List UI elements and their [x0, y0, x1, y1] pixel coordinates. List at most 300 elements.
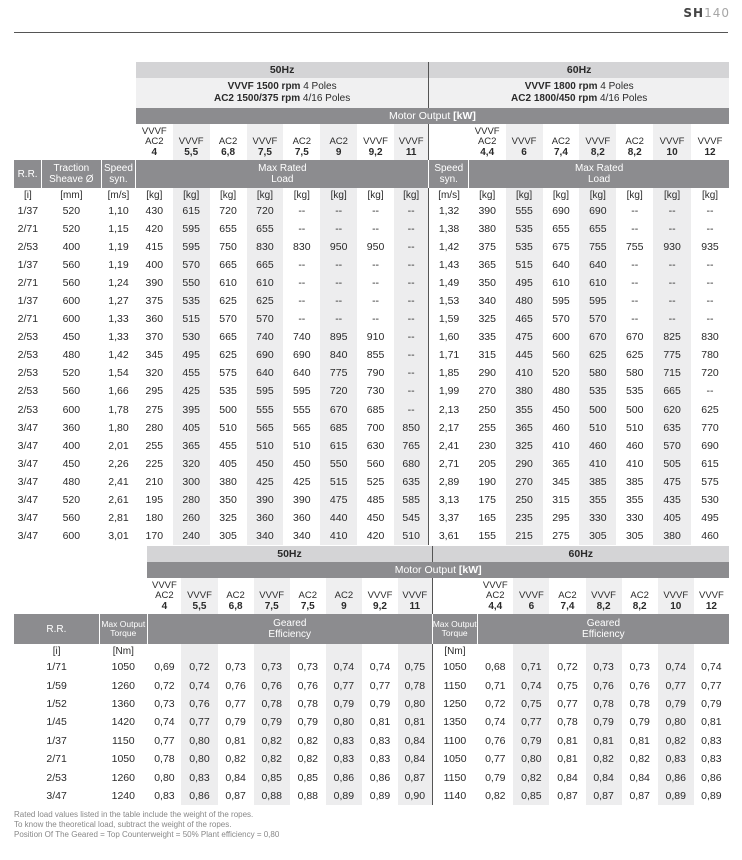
- cell-load50: 950: [366, 241, 385, 254]
- cell-load50: 360: [247, 509, 284, 527]
- cell-load50: 280: [145, 421, 164, 434]
- spacer: [429, 124, 469, 160]
- cell-load60: 570: [552, 313, 570, 326]
- cell-eff50: 0,81: [398, 713, 432, 731]
- cell-eff60: 0,79: [658, 695, 694, 713]
- cell-load60: 625: [579, 346, 616, 364]
- cell-load60: 450: [552, 403, 570, 416]
- cell-load60: 500: [579, 401, 616, 419]
- cell-eff50: 0,86: [326, 768, 362, 786]
- motor-kw: 9: [335, 146, 342, 158]
- motor-column-header: [136, 124, 173, 160]
- cell-eff50: 0,87: [225, 789, 246, 802]
- cell-eff50: 0,73: [225, 661, 246, 674]
- cell-load50: 850: [394, 419, 429, 437]
- cell-load50: 450: [366, 511, 385, 524]
- cell-rr: 3/47: [46, 789, 67, 802]
- cell-load50: 525: [366, 475, 385, 488]
- cell-load50: 455: [219, 439, 237, 452]
- cell-eff50: 0,81: [369, 716, 391, 729]
- cell-load60: 235: [506, 509, 543, 527]
- cell-load60: 475: [506, 328, 543, 346]
- cell-load50: --: [298, 205, 306, 218]
- cell-rr: 3/47: [17, 511, 39, 524]
- cell-load60: 560: [552, 349, 570, 362]
- cell-load50: 625: [247, 292, 284, 310]
- cell-eff50: 0,74: [154, 716, 175, 729]
- unit-kg: [kg]: [146, 189, 163, 201]
- cell-load50: 625: [219, 295, 237, 308]
- cell-eff60: 0,77: [557, 697, 578, 710]
- cell-speed60: 3,61: [429, 527, 469, 545]
- cell-load50: 625: [219, 349, 237, 362]
- cell-load50: 375: [145, 295, 164, 308]
- cell-eff50: 0,78: [154, 753, 175, 766]
- motor-column-header: [658, 578, 694, 614]
- cell-load50: --: [298, 313, 306, 326]
- cell-eff50: 0,87: [398, 768, 432, 786]
- cell-load50: 495: [173, 346, 210, 364]
- cell-load50: 450: [293, 457, 311, 470]
- cell-load60: --: [653, 256, 691, 274]
- table-row: [14, 382, 729, 400]
- cell-speed50: 1,42: [108, 349, 129, 362]
- cell-eff60: 0,71: [513, 658, 549, 676]
- cell-load60: 580: [625, 367, 644, 380]
- cell-load50: 510: [247, 437, 284, 455]
- cell-eff50: 0,73: [297, 661, 318, 674]
- motor-type: VVVF: [363, 136, 388, 147]
- motor-type: AC2: [558, 590, 577, 601]
- cell-load50: 545: [394, 509, 429, 527]
- cell-sheave: 600: [62, 295, 81, 308]
- cell-torque60: 1100: [432, 732, 477, 750]
- header-rule: [14, 32, 728, 33]
- motor-column-header: [290, 578, 326, 614]
- cell-eff60: 0,74: [485, 716, 506, 729]
- cell-torque50: 1260: [111, 771, 135, 784]
- motor-type: VVVF: [663, 590, 689, 601]
- motor-column-header: [210, 124, 247, 160]
- cell-load60: --: [706, 205, 714, 218]
- cell-load60: 385: [625, 475, 644, 488]
- cell-load50: 740: [247, 328, 284, 346]
- cell-speed50: 3,01: [108, 529, 129, 542]
- table-row: [14, 473, 729, 491]
- cell-load50: --: [320, 220, 357, 238]
- cell-eff60: 0,74: [701, 661, 722, 674]
- cell-speed60: 1,32: [429, 202, 469, 220]
- cell-load50: 395: [173, 401, 210, 419]
- motor-type: AC2: [329, 136, 348, 147]
- cell-load50: 405: [173, 419, 210, 437]
- cell-load50: --: [394, 310, 429, 328]
- cell-rr: 3/47: [17, 457, 39, 470]
- cell-speed60: 1,59: [429, 310, 469, 328]
- cell-load50: --: [320, 256, 357, 274]
- cell-speed50: 1,33: [108, 331, 129, 344]
- cell-speed50: 1,66: [108, 385, 129, 398]
- cell-load50: 700: [366, 421, 385, 434]
- cell-load50: 595: [247, 382, 284, 400]
- cell-eff60: 0,76: [629, 679, 650, 692]
- cell-rr: 1/45: [46, 716, 67, 729]
- cell-load60: 535: [506, 238, 543, 256]
- cell-torque60: 1050: [432, 658, 477, 676]
- cell-load60: 770: [701, 421, 719, 434]
- cell-load50: 635: [394, 473, 429, 491]
- cell-load50: 360: [145, 313, 164, 326]
- cell-speed50: 1,19: [108, 241, 129, 254]
- cell-speed50: 1,27: [108, 295, 129, 308]
- cell-sheave: 560: [62, 385, 81, 398]
- motor-kw: 9,2: [373, 600, 387, 612]
- cell-speed50: 2,01: [108, 439, 129, 452]
- cell-load60: 410: [579, 455, 616, 473]
- cell-load60: 665: [653, 382, 691, 400]
- cell-eff60: 0,80: [658, 713, 694, 731]
- cell-eff60: 0,83: [701, 753, 722, 766]
- cell-eff50: 0,78: [398, 676, 432, 694]
- cell-eff50: 0,77: [225, 697, 246, 710]
- cell-rr: 1/71: [46, 661, 67, 674]
- motor-kw: 4,4: [480, 146, 495, 158]
- motor-kw: 4: [151, 146, 158, 158]
- motor-type: VVVF: [178, 136, 204, 147]
- cell-load60: 755: [579, 238, 616, 256]
- cell-load60: 555: [506, 202, 543, 220]
- cell-load60: 305: [579, 527, 616, 545]
- cell-rr: 2/53: [17, 385, 39, 398]
- cell-load50: 685: [320, 419, 357, 437]
- cell-load50: 550: [173, 274, 210, 292]
- cell-eff60: 0,80: [513, 750, 549, 768]
- table-row: [14, 527, 729, 545]
- cell-torque50: 1050: [111, 661, 135, 674]
- brand-logo: SH140: [683, 6, 730, 20]
- cell-rr: 1/37: [17, 205, 39, 218]
- cell-load50: 275: [145, 403, 164, 416]
- cell-load50: 720: [320, 382, 357, 400]
- cell-load50: 830: [247, 238, 284, 256]
- unit-kg: [kg]: [367, 189, 384, 201]
- cell-rr: 3/47: [17, 421, 39, 434]
- cell-load50: 550: [320, 455, 357, 473]
- unit-kg: [kg]: [173, 188, 210, 202]
- table-row: [14, 768, 729, 786]
- cell-load50: 300: [173, 473, 210, 491]
- motor-column-header: [283, 124, 320, 160]
- cell-eff50: 0,88: [297, 789, 318, 802]
- eff60-header: Geared Efficiency: [477, 614, 729, 644]
- cell-load50: 535: [219, 385, 237, 398]
- cell-rr: 2/71: [17, 223, 39, 236]
- cell-load60: 570: [579, 310, 616, 328]
- cell-eff60: 0,82: [485, 789, 506, 802]
- table-row: [14, 238, 729, 256]
- motor-type: VVVF: [402, 590, 428, 601]
- cell-speed60: 1,99: [429, 382, 469, 400]
- unit-blank: [549, 644, 585, 658]
- cell-load50: --: [394, 238, 429, 256]
- cell-eff50: 0,83: [369, 734, 391, 747]
- cell-load50: 195: [145, 493, 164, 506]
- table-row: [14, 695, 729, 713]
- unit-speed: [m/s]: [429, 188, 469, 202]
- cell-load50: 575: [219, 367, 237, 380]
- cell-load60: 275: [552, 529, 570, 542]
- unit-kg: [kg]: [653, 188, 691, 202]
- cell-load60: 385: [579, 473, 616, 491]
- motor-kw: 6: [528, 600, 535, 612]
- cell-load60: 330: [579, 509, 616, 527]
- cell-eff60: 0,75: [513, 695, 549, 713]
- cell-eff60: 0,74: [513, 676, 549, 694]
- cell-load60: 325: [506, 437, 543, 455]
- cell-load50: 670: [320, 401, 357, 419]
- cell-load50: 325: [219, 511, 237, 524]
- cell-load50: 425: [247, 473, 284, 491]
- motor-type: AC2: [625, 136, 644, 147]
- cell-load50: 720: [247, 202, 284, 220]
- cell-eff50: 0,77: [154, 734, 175, 747]
- motor-column-header: [254, 578, 290, 614]
- cell-eff50: 0,82: [297, 753, 318, 766]
- cell-eff60: 0,79: [485, 771, 506, 784]
- cell-load60: 670: [579, 328, 616, 346]
- cell-eff50: 0,76: [225, 679, 246, 692]
- cell-eff50: 0,84: [398, 732, 432, 750]
- motor-kw: 9: [341, 600, 347, 612]
- cell-load60: 380: [506, 382, 543, 400]
- cell-load50: --: [372, 277, 380, 290]
- cell-load50: 530: [173, 328, 210, 346]
- motor-type: VVVF: [698, 590, 724, 601]
- cell-load60: 780: [701, 349, 719, 362]
- cell-eff60: 0,78: [629, 697, 650, 710]
- cell-load50: 895: [320, 328, 357, 346]
- unit-blank: [586, 644, 622, 658]
- cell-eff50: 0,82: [225, 753, 246, 766]
- cell-eff50: 0,77: [326, 676, 362, 694]
- motor-type: VVVF AC2: [141, 125, 167, 147]
- cell-load50: --: [394, 328, 429, 346]
- cell-load50: --: [320, 292, 357, 310]
- cell-load60: 290: [478, 367, 496, 380]
- motor-column-header: [586, 578, 622, 614]
- cell-load50: 655: [247, 220, 284, 238]
- cell-eff50: 0,80: [398, 695, 432, 713]
- cell-load60: 655: [552, 223, 570, 236]
- cell-load60: 445: [506, 346, 543, 364]
- motor-column-header: [579, 124, 616, 160]
- cell-torque60: 1250: [432, 695, 477, 713]
- motor-kw: 11: [405, 146, 417, 158]
- cell-load50: --: [298, 295, 306, 308]
- max-load50-header: Max Rated Load: [136, 160, 429, 188]
- motor-type: VVVF: [252, 136, 278, 147]
- motor-kw: 9,2: [368, 146, 383, 158]
- motor-type: VVVF: [259, 590, 285, 601]
- cell-eff60: 0,79: [701, 697, 722, 710]
- cell-eff50: 0,73: [154, 697, 175, 710]
- cell-load50: 360: [293, 511, 311, 524]
- motor-type: VVVF: [187, 590, 212, 601]
- cell-speed50: 1,33: [108, 313, 129, 326]
- cell-load50: 405: [219, 457, 237, 470]
- cell-eff60: 0,84: [586, 768, 622, 786]
- table-row: [14, 274, 729, 292]
- cell-load50: 410: [320, 527, 357, 545]
- motor-column-header: [326, 578, 362, 614]
- spacer: [14, 578, 147, 614]
- table-row: [14, 220, 729, 238]
- cell-load50: --: [298, 277, 306, 290]
- cell-load60: 355: [625, 493, 644, 506]
- table-row: [14, 676, 729, 694]
- motor-type: AC2: [298, 590, 318, 601]
- cell-speed50: 1,19: [108, 259, 129, 272]
- cell-rr: 3/47: [17, 529, 39, 542]
- cell-load60: 530: [701, 493, 719, 506]
- eff-hz60-header: 60Hz: [432, 546, 729, 562]
- motor-type: AC2: [334, 590, 354, 601]
- cell-load60: 495: [506, 274, 543, 292]
- table-row: [14, 310, 729, 328]
- motor-kw: 5,5: [192, 600, 207, 612]
- table-row: [14, 401, 729, 419]
- motor-type: AC2: [226, 590, 245, 601]
- cell-load50: 280: [173, 491, 210, 509]
- cell-load60: --: [653, 292, 691, 310]
- motor-column-header: [506, 124, 543, 160]
- cell-load50: 180: [145, 511, 164, 524]
- cell-load50: --: [394, 382, 429, 400]
- cell-eff50: 0,83: [326, 750, 362, 768]
- cell-eff50: 0,77: [181, 713, 217, 731]
- cell-load60: 610: [552, 277, 570, 290]
- cell-rr: 1/52: [46, 697, 67, 710]
- cell-load60: 615: [701, 457, 719, 470]
- cell-speed50: 1,78: [108, 403, 129, 416]
- cell-load60: 295: [552, 511, 570, 524]
- spacer: [14, 124, 136, 160]
- cell-load60: 500: [625, 403, 644, 416]
- cell-load60: --: [706, 313, 714, 326]
- motor-kw: 7,5: [294, 146, 309, 158]
- cell-load60: 480: [506, 292, 543, 310]
- table-row: [14, 455, 729, 473]
- unit-kg: [kg]: [293, 189, 310, 201]
- hz50-header: 50Hz: [136, 62, 429, 78]
- cell-load50: 640: [293, 367, 311, 380]
- cell-load50: 425: [173, 382, 210, 400]
- cell-eff50: 0,74: [369, 661, 391, 674]
- cell-load60: 350: [478, 277, 496, 290]
- cell-load50: 665: [219, 259, 237, 272]
- cell-load60: 690: [701, 439, 719, 452]
- cell-load60: 375: [478, 241, 496, 254]
- drive60-spec: VVVF 1800 rpm 4 Poles AC2 1800/450 rpm 4/16 Poles: [429, 78, 729, 108]
- cell-speed60: 1,42: [429, 238, 469, 256]
- cell-load60: 930: [653, 238, 691, 256]
- cell-load60: 250: [506, 491, 543, 509]
- cell-rr: 2/71: [46, 753, 67, 766]
- motor-column-header: [147, 578, 181, 614]
- cell-load50: 485: [366, 493, 385, 506]
- cell-eff60: 0,82: [586, 750, 622, 768]
- cell-sheave: 480: [62, 349, 81, 362]
- cell-load60: 495: [701, 511, 719, 524]
- unit-blank: [477, 644, 513, 658]
- cell-load60: 165: [478, 511, 496, 524]
- motor-type: VVVF: [398, 136, 424, 147]
- cell-eff60: 0,86: [701, 771, 722, 784]
- cell-rr: 3/47: [17, 493, 39, 506]
- cell-load60: 505: [653, 455, 691, 473]
- cell-speed60: 3,37: [429, 509, 469, 527]
- unit-blank: [513, 644, 549, 658]
- cell-load50: 380: [219, 475, 237, 488]
- table-row: [14, 509, 729, 527]
- cell-load60: 355: [579, 491, 616, 509]
- unit-blank: [658, 644, 694, 658]
- cell-eff60: 0,73: [586, 658, 622, 676]
- cell-load60: 340: [478, 295, 496, 308]
- cell-eff60: 0,75: [557, 679, 578, 692]
- cell-load50: 750: [219, 241, 237, 254]
- unit-blank: [326, 644, 362, 658]
- cell-load60: 460: [625, 439, 644, 452]
- cell-load60: --: [631, 205, 639, 218]
- unit-kg: [kg]: [552, 189, 570, 201]
- motor-column-header: [691, 124, 729, 160]
- cell-eff50: 0,72: [181, 658, 217, 676]
- cell-load50: 690: [293, 349, 311, 362]
- cell-eff50: 0,85: [297, 771, 318, 784]
- motor-column-header: [394, 124, 429, 160]
- cell-torque50: 1420: [111, 716, 135, 729]
- cell-load60: --: [653, 310, 691, 328]
- cell-eff50: 0,75: [398, 658, 432, 676]
- motor-output-header: Motor Output [kW]: [136, 108, 729, 124]
- cell-load60: 600: [552, 331, 570, 344]
- eff-motor-output-header: Motor Output [kW]: [147, 562, 729, 578]
- motor-column-header: [694, 578, 729, 614]
- footnote: Rated load values listed in the table include the weight of the ropes.: [14, 810, 254, 819]
- cell-load60: --: [631, 313, 639, 326]
- cell-eff50: 0,82: [297, 734, 318, 747]
- unit-sheave: [mm]: [60, 189, 83, 201]
- table-row: [14, 419, 729, 437]
- motor-column-header: [173, 124, 210, 160]
- cell-eff50: 0,78: [297, 697, 318, 710]
- unit-rr: [i]: [52, 645, 61, 657]
- motor-type: VVVF: [518, 590, 544, 601]
- cell-speed60: 2,13: [429, 401, 469, 419]
- cell-load50: 320: [145, 367, 164, 380]
- cell-load60: 640: [579, 256, 616, 274]
- cell-eff60: 0,68: [485, 661, 506, 674]
- cell-eff60: 0,81: [557, 734, 578, 747]
- motor-kw: 12: [704, 146, 716, 158]
- motor-column-header: [247, 124, 284, 160]
- cell-load60: 935: [701, 241, 719, 254]
- cell-eff50: 0,80: [181, 732, 217, 750]
- cell-eff60: 0,87: [557, 789, 578, 802]
- cell-eff50: 0,86: [181, 787, 217, 805]
- unit-torque: [Nm]: [112, 645, 134, 657]
